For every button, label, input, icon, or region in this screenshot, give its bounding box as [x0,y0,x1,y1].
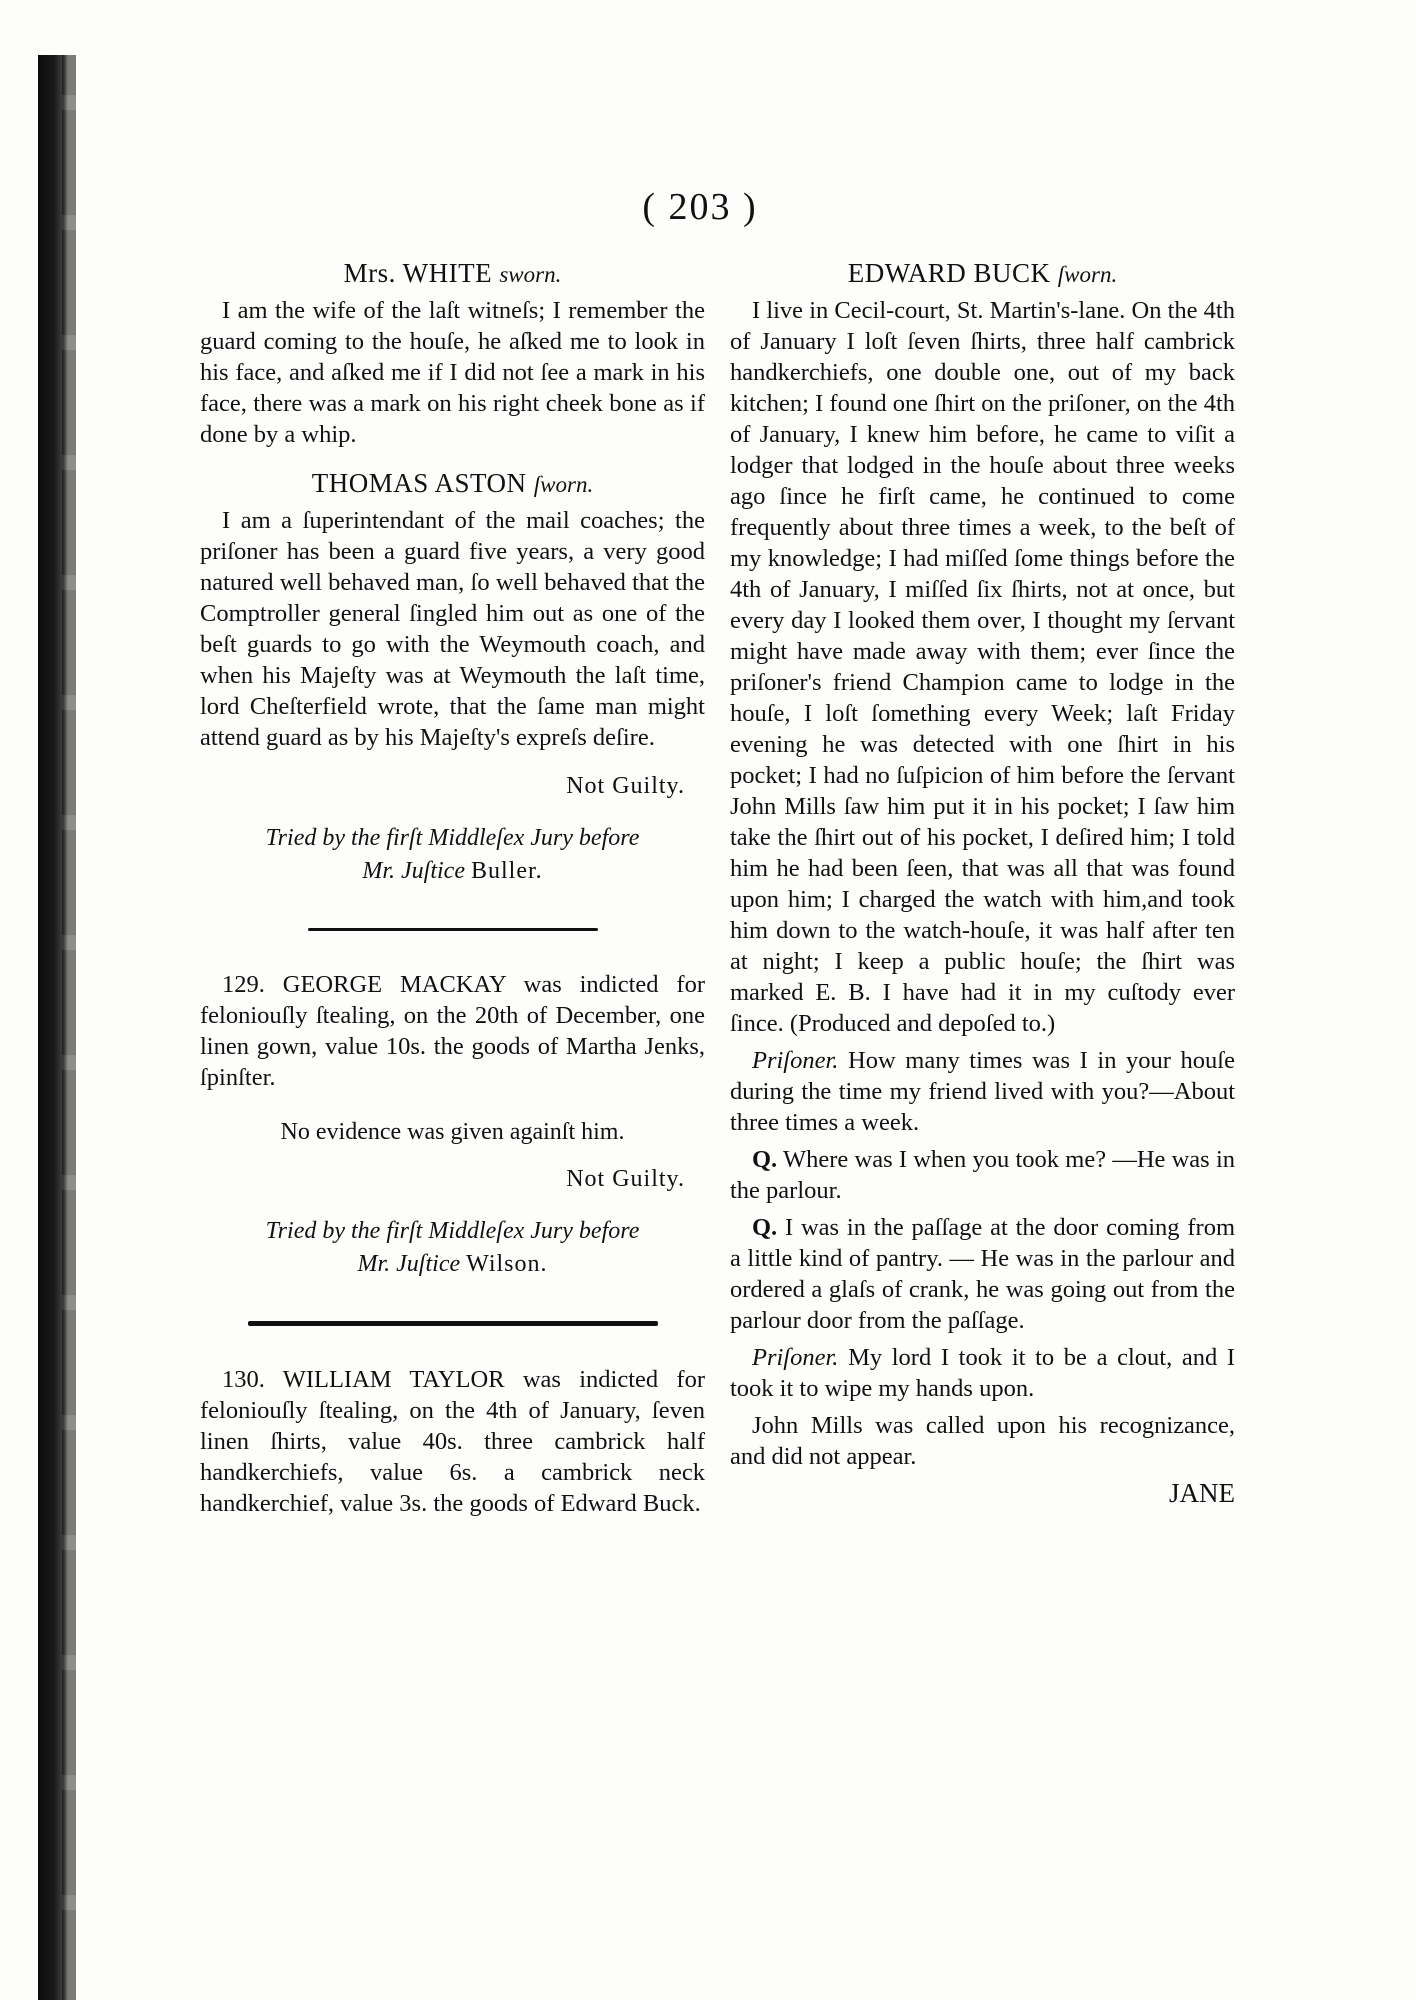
testimony-paragraph: I am the wife of the laſt witneſs; I remember the guard coming to the houſe, he aſked me to look in his face, and aſked me if I did not ſee a mark in his face, there was a mark on his right cheek bone as if done by a whip. [200,297,705,448]
question-text: Where was I when you took me? —He was in the parlour. [730,1146,1235,1204]
catchword: JANE [1169,1478,1235,1508]
witness-name: Mrs. WHITE [343,258,493,288]
question-mark: Q. [752,1146,778,1173]
sworn-label: ſworn. [1057,262,1118,287]
tried-line: Mr. Juſtice [357,1251,461,1277]
prisoner-label: Priſoner. [752,1047,839,1074]
case-paragraph-129: 129. GEORGE MACKAY was indicted for feloniouſly ſtealing, on the 20th of December, one linen gown, value 10s. the goods of Martha Jenks, ſpinſter. [200,971,705,1091]
sworn-label: sworn. [499,262,562,287]
binding-edge [62,55,76,2000]
tried-line: Tried by the firſt Middleſex Jury before [265,825,640,851]
closing-note: John Mills was called upon his recognizance, and did not appear. [730,1412,1235,1470]
judge-name: Wilson. [466,1251,548,1277]
tried-line: Mr. Juſtice [362,858,465,884]
section-divider [248,1321,658,1326]
question-text: I was in the paſſage at the door coming from a little kind of pantry. — He was in the parlour and ordered a glaſs of crank, he was going out from the parlour door from the paſſage. [730,1214,1236,1334]
witness-name: THOMAS ASTON [311,468,527,498]
question-text: How many times was I in your houſe during the time my friend lived with you?—About three times a week. [730,1047,1235,1136]
tried-note [200,822,705,888]
verdict: Not Guilty. [566,1166,685,1192]
sworn-label: ſworn. [533,472,594,497]
defence-text: My lord I took it to be a clout, and I took it to wipe my hands upon. [730,1344,1236,1402]
witness-heading-thomas-aston [200,468,705,499]
tried-note [200,1215,705,1281]
prisoner-question [730,1045,1235,1138]
section-divider [308,928,598,931]
prisoner-label: Priſoner. [752,1344,839,1371]
question-mark: Q. [752,1214,778,1241]
court-question [730,1212,1235,1336]
verdict: Not Guilty. [566,773,685,799]
witness-heading-mrs-white [200,258,705,289]
no-evidence-note: No evidence was given againſt him. [280,1119,625,1145]
judge-name: Buller. [470,858,543,884]
witness-heading-edward-buck [730,258,1235,289]
witness-name: EDWARD BUCK [847,258,1051,288]
court-question [730,1144,1235,1206]
right-column [730,240,1235,1509]
page-number: ( 203 ) [642,186,758,228]
left-column [200,240,705,1525]
tried-line: Tried by the firſt Middleſex Jury before [265,1218,640,1244]
testimony-paragraph: I live in Cecil-court, St. Martin's-lane. On the 4th of January I loſt ſeven ſhirts, three half cambrick handkerchiefs, one double one, out of my back kitchen; I found one ſhirt on the priſoner, on the 4th of January, I knew him before, he came to viſit a lodger that lodged in the houſe about three weeks ago ſince he firſt came, he continued to come frequently about three times a week, to the beſt of my knowledge; I had miſſed ſome things before the 4th of January, I miſſed ſix ſhirts, not at once, but every day I looked them over, I thought my ſervant might have made away with them; ever ſince the priſoner's friend Champion came to lodge in the houſe, I loſt ſomething every Week; laſt Friday evening he was detected with one ſhirt in his pocket; I had no ſuſpicion of him before the ſervant John Mills ſaw him put it in his pocket; I ſaw him take the ſhirt out of his pocket, I deſired him; I told him he had been ſeen, that was all that was found upon him; I charged the watch with him,and took him down to the watch-houſe, it was half after ten at night; I keep a public houſe; the ſhirt was marked E. B. I have had it in my cuſtody ever ſince. (Produced and depoſed to.) [730,297,1235,1037]
prisoner-defence [730,1342,1235,1404]
case-paragraph-130: 130. WILLIAM TAYLOR was indicted for feloniouſly ſtealing, on the 4th of January, ſeven linen ſhirts, value 40s. three cambrick half handkerchiefs, value 6s. a cambrick neck handkerchief, value 3s. the goods of Edward Buck. [200,1366,705,1517]
testimony-paragraph: I am a ſuperintendant of the mail coaches; the priſoner has been a guard five years, a very good natured well behaved man, ſo well behaved that the Comptroller general ſingled him out as one of the beſt guards to go with the Weymouth coach, and when his Majeſty was at Weymouth the laſt time, lord Cheſterfield wrote, that the ſame man might attend guard as by his Majeſty's expreſs deſire. [200,507,705,751]
